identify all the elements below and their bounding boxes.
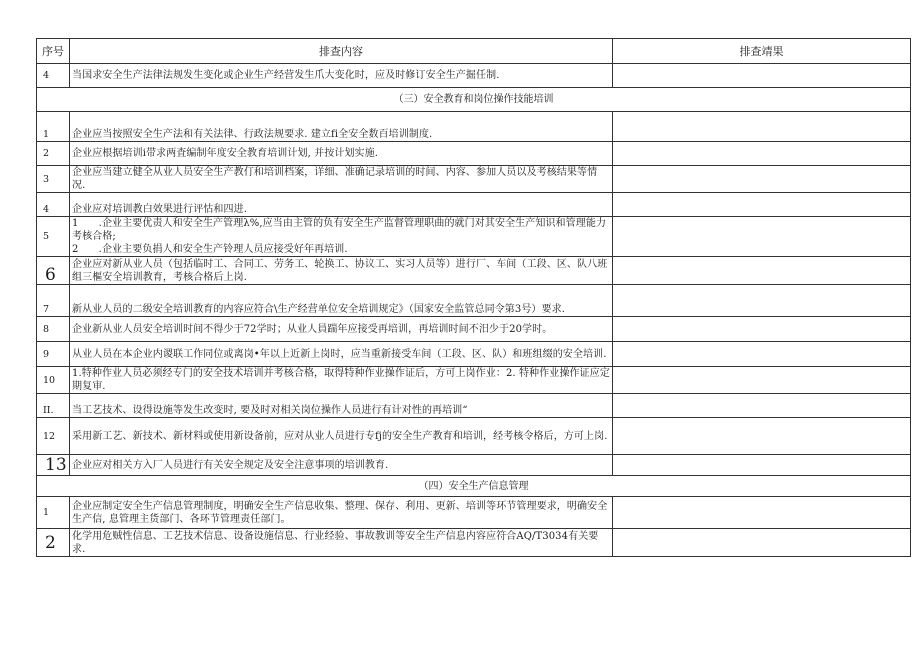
result-cell[interactable]	[613, 394, 911, 418]
content-line: 采用新工艺、新技术、新材料或使用新设备前，应对从业人员进行专fj的安全生产教育和培训，经考核令格后，方可上岗.	[72, 430, 608, 442]
content-line: 当工艺技术、设得设施等发生改变时, 要及时对相关岗位操作人员进行有计对性的再培训“	[72, 405, 468, 416]
table-row	[37, 394, 911, 418]
row-number: 2	[37, 529, 70, 557]
content-line: 企业应制定安全生产信息管理制度，明确安全生产信息收集、整理、保存、利用、更新、培训等环节管理要求，明确安全生产信, 息管理主货部门、各环节管理责任部门。	[72, 500, 608, 525]
header-seq: 序号	[37, 39, 70, 64]
table-row	[37, 142, 911, 166]
row-number: 1	[37, 497, 70, 529]
row-number: 4	[37, 193, 70, 217]
content-line: 企业应当按照安全生产法和有关法律、行政法规要求. 建立fi全安全数百培训制度.	[72, 129, 433, 140]
row-number: 3	[37, 166, 70, 193]
table-row	[37, 112, 911, 142]
table-row	[37, 342, 911, 367]
result-cell[interactable]	[613, 455, 911, 476]
section-title: （三）安全教育和岗位操作技能培训	[37, 88, 911, 112]
result-cell[interactable]	[613, 257, 911, 285]
result-cell[interactable]	[613, 285, 911, 317]
row-number: 5	[37, 217, 70, 257]
result-cell[interactable]	[613, 317, 911, 342]
row-number: 8	[37, 317, 70, 342]
row-content	[70, 142, 613, 166]
row-number: II.	[37, 394, 70, 418]
row-content	[70, 455, 613, 476]
result-cell[interactable]	[613, 64, 911, 88]
content-line: 1.特种作业人员必须经专门的安全技术培训并考核合格，取得特种作业操作证后，方可上岗作业：2. 特种作业操作证应定期复审.	[72, 368, 610, 392]
row-content	[70, 497, 613, 529]
section-row	[37, 476, 911, 497]
content-line: 2 .企业主要负捐人和安全生产铃理人员应接受好年再培训.	[72, 244, 348, 255]
result-cell[interactable]	[613, 418, 911, 455]
content-line: 新从业人员的二级安全培训教育的内容应符合\生产经营单位安全培训规定》（国家安全监管总同令第3号）要求.	[72, 304, 566, 315]
content-line: 从业人员在本企业内谡联工作同位或离岗•年以上近新上岗时，应当重新接受车间（工段、区、队）和班组缀的安全培训.	[72, 348, 607, 360]
table-header-row	[37, 39, 911, 64]
row-content	[70, 317, 613, 342]
row-number: 4	[37, 64, 70, 88]
content-line: 企业新从业人员安全培训时间不得少于72学时；从业人員踹年应接受再培训，再培训时间不汨少于20学时。	[72, 323, 553, 335]
table-body	[37, 64, 911, 557]
row-number: 6	[37, 257, 70, 285]
content-line: 企业应当建立健全从业人员安全生产教仃和培训档案，详细、准确记录培训的时间、内容、参加人员以及考核结果等情况.	[72, 167, 598, 191]
content-line: 企业应对培训教白效果进行评怙和四进.	[72, 204, 247, 215]
table-row	[37, 285, 911, 317]
content-line: 企业应根据培训i带求两査编制年度安全教育培训计划, 并按计划实施.	[72, 148, 379, 159]
inspection-table	[36, 38, 911, 557]
row-content	[70, 257, 613, 285]
row-content	[70, 285, 613, 317]
row-number: 10	[37, 367, 70, 394]
content-line: 当国求安全生产法律法规发生变化或企业生产经营发生爪大变化时，应及时修订安全生产掘任制.	[72, 70, 500, 81]
row-number: 1	[37, 112, 70, 142]
table-row	[37, 455, 911, 476]
header-content: 排查内容	[70, 39, 613, 64]
row-number: 13	[37, 455, 70, 476]
section-row	[37, 88, 911, 112]
table-row	[37, 367, 911, 394]
row-number: 9	[37, 342, 70, 367]
table-row	[37, 64, 911, 88]
row-number: 7	[37, 285, 70, 317]
table-row	[37, 217, 911, 257]
row-content	[70, 342, 613, 367]
section-title: （四）安全生产信息管理	[37, 476, 911, 497]
table-row	[37, 529, 911, 557]
table-row	[37, 418, 911, 455]
content-line: 1 .企业主要优责人和安全生产管理λ%,应当由主管的负有安全生产监督管理职曲的就门对其安全生产知识和管理能力考核合格;	[72, 218, 607, 242]
row-content	[70, 193, 613, 217]
row-number: 2	[37, 142, 70, 166]
result-cell[interactable]	[613, 529, 911, 557]
result-cell[interactable]	[613, 142, 911, 166]
result-cell[interactable]	[613, 166, 911, 193]
table-row	[37, 257, 911, 285]
result-cell[interactable]	[613, 497, 911, 529]
row-content	[70, 112, 613, 142]
content-line: 化学用危贼性信息、工艺技术信息、设备设施信息、行业经验、事故教训等安全生产信息内容应符合AQ/T3034有关要求.	[72, 530, 599, 555]
row-content	[70, 217, 613, 257]
table-row	[37, 166, 911, 193]
row-content	[70, 166, 613, 193]
result-cell[interactable]	[613, 193, 911, 217]
row-content	[70, 418, 613, 455]
row-content	[70, 529, 613, 557]
row-content	[70, 367, 613, 394]
result-cell[interactable]	[613, 367, 911, 394]
header-result: 排查靖果	[613, 39, 911, 64]
row-number: 12	[37, 418, 70, 455]
row-content	[70, 394, 613, 418]
row-content	[70, 64, 613, 88]
table-row	[37, 317, 911, 342]
content-line: 企业应对新从业人员（包括临时工、合同工、劳务工、轮换工、协议工、实习人员等）进行厂、车间（工段、区、队八班组三樞安全培训教育，考核合格后上岗.	[72, 259, 608, 283]
result-cell[interactable]	[613, 342, 911, 367]
table-row	[37, 193, 911, 217]
result-cell[interactable]	[613, 112, 911, 142]
result-cell[interactable]	[613, 217, 911, 257]
content-line: 企业应对相关方入厂人员进行有关安全规定及安全注意事项的培训教育.	[72, 459, 389, 471]
table-row	[37, 497, 911, 529]
